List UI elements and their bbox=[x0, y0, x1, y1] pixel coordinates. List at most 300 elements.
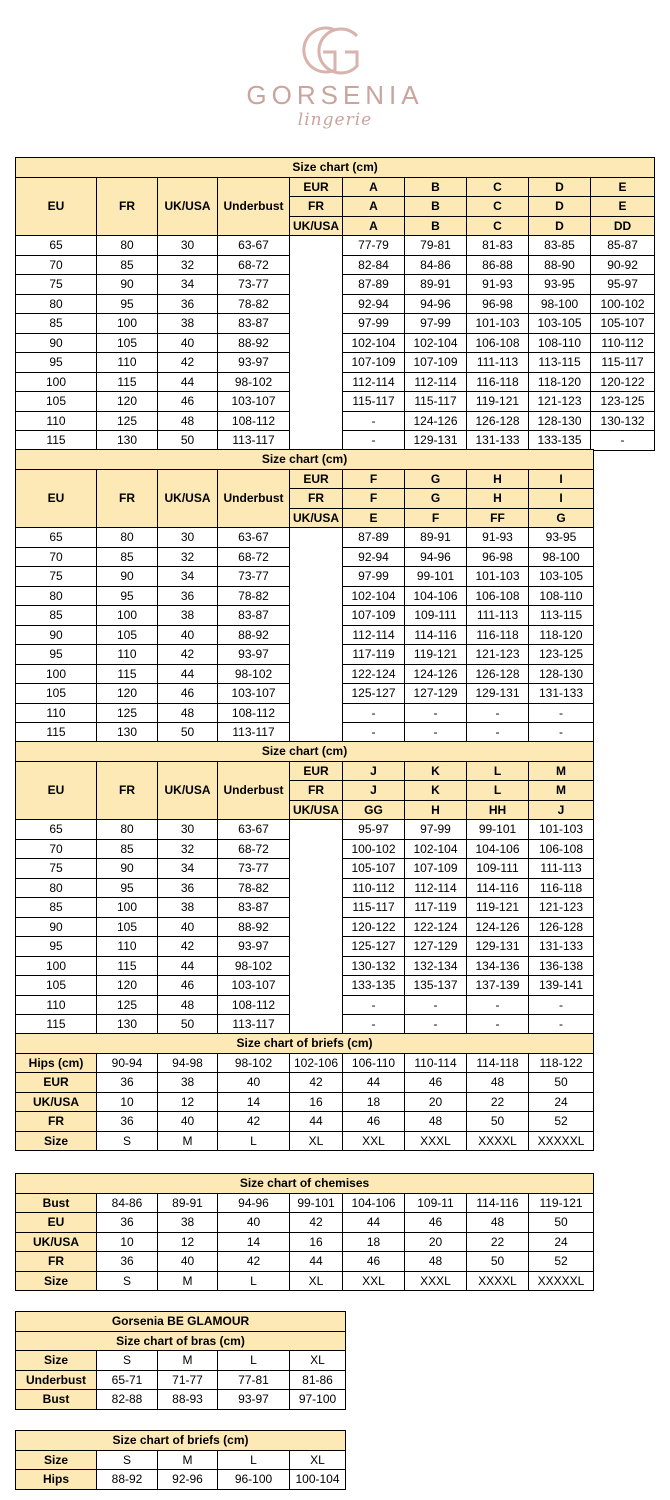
table-row bbox=[16, 1370, 346, 1390]
size-cell: 73-77 bbox=[218, 275, 290, 295]
size-cell: 44 bbox=[158, 664, 218, 684]
cup-system-label: UK/USA bbox=[290, 216, 343, 236]
bust-cell: 102-104 bbox=[405, 333, 467, 353]
table-cell: 98-102 bbox=[218, 1053, 290, 1073]
size-cell: 90 bbox=[16, 333, 97, 353]
cup-header: B bbox=[405, 197, 467, 217]
cup-header: M bbox=[529, 761, 594, 781]
bust-cell: 112-114 bbox=[405, 372, 467, 392]
column-header: Underbust bbox=[218, 761, 290, 820]
row-header: Bust bbox=[16, 1193, 97, 1213]
row-header: EUR bbox=[16, 1073, 97, 1093]
spacer-cell bbox=[290, 703, 343, 723]
size-cell: 80 bbox=[97, 528, 158, 548]
bust-cell: 117-119 bbox=[405, 898, 467, 918]
size-cell: 100 bbox=[97, 898, 158, 918]
size-cell: 63-67 bbox=[218, 820, 290, 840]
size-cell: 100 bbox=[16, 956, 97, 976]
column-header: UK/USA bbox=[158, 469, 218, 528]
table-row bbox=[16, 1351, 346, 1371]
spacer-cell bbox=[290, 839, 343, 859]
size-cell: 110 bbox=[97, 353, 158, 373]
brand-name: GORSENIA bbox=[246, 80, 424, 110]
column-header: FR bbox=[97, 469, 158, 528]
bust-cell: 119-121 bbox=[405, 645, 467, 665]
table-cell: L bbox=[218, 1271, 290, 1291]
size-cell: 90 bbox=[97, 275, 158, 295]
table-cell: 12 bbox=[158, 1232, 218, 1252]
bust-cell: 111-113 bbox=[467, 606, 529, 626]
size-cell: 113-117 bbox=[218, 431, 290, 451]
table-row bbox=[16, 664, 594, 684]
table-cell: 46 bbox=[343, 1252, 405, 1272]
size-cell: 70 bbox=[16, 255, 97, 275]
cup-system-label: UK/USA bbox=[290, 508, 343, 528]
table-cell: 82-88 bbox=[97, 1390, 158, 1410]
table-cell: 48 bbox=[405, 1112, 467, 1132]
table-row bbox=[16, 878, 594, 898]
table-row bbox=[16, 1252, 594, 1272]
size-cell: 103-107 bbox=[218, 684, 290, 704]
size-cell: 100 bbox=[16, 372, 97, 392]
size-cell: 98-102 bbox=[218, 372, 290, 392]
size-cell: 30 bbox=[158, 528, 218, 548]
bust-cell: 136-138 bbox=[529, 956, 594, 976]
size-cell: 70 bbox=[16, 547, 97, 567]
chart-title: Size chart (cm) bbox=[16, 450, 594, 470]
size-cell: 90 bbox=[16, 917, 97, 937]
title-row bbox=[16, 1312, 346, 1332]
table-cell: M bbox=[158, 1351, 218, 1371]
cup-header-row bbox=[16, 177, 655, 197]
chart-title: Gorsenia BE GLAMOUR bbox=[16, 1312, 346, 1332]
bust-cell: 115-117 bbox=[405, 392, 467, 412]
bust-cell: - bbox=[467, 703, 529, 723]
table-row bbox=[16, 1112, 594, 1132]
table-cell: 96-100 bbox=[218, 1470, 290, 1490]
table-cell: 50 bbox=[529, 1213, 594, 1233]
size-cell: 110 bbox=[97, 937, 158, 957]
bust-cell: 92-94 bbox=[343, 294, 405, 314]
table-cell: 42 bbox=[218, 1252, 290, 1272]
column-header: Underbust bbox=[218, 177, 290, 236]
table-cell: 114-118 bbox=[467, 1053, 529, 1073]
size-cell: 105 bbox=[16, 392, 97, 412]
cup-header: G bbox=[405, 489, 467, 509]
spacer-cell bbox=[290, 976, 343, 996]
table-cell: 40 bbox=[158, 1112, 218, 1132]
bust-cell: 107-109 bbox=[343, 353, 405, 373]
table-row bbox=[16, 839, 594, 859]
table-row bbox=[16, 1053, 594, 1073]
column-header: FR bbox=[97, 761, 158, 820]
bust-cell: - bbox=[529, 995, 594, 1015]
table-row bbox=[16, 1232, 594, 1252]
bust-cell: 121-123 bbox=[529, 392, 591, 412]
bust-cell: 127-129 bbox=[405, 684, 467, 704]
bust-cell: 94-96 bbox=[405, 547, 467, 567]
table-cell: 71-77 bbox=[158, 1370, 218, 1390]
size-cell: 100 bbox=[16, 664, 97, 684]
size-cell: 50 bbox=[158, 723, 218, 743]
spacer-cell bbox=[290, 956, 343, 976]
size-cell: 75 bbox=[16, 275, 97, 295]
briefs-size-chart bbox=[15, 1033, 594, 1151]
table-row bbox=[16, 976, 594, 996]
bust-cell: 133-135 bbox=[343, 976, 405, 996]
bust-cell: - bbox=[467, 723, 529, 743]
table-row bbox=[16, 431, 655, 451]
spacer-cell bbox=[290, 995, 343, 1015]
bust-cell: 90-92 bbox=[591, 255, 655, 275]
row-header: FR bbox=[16, 1112, 97, 1132]
cup-header: F bbox=[343, 469, 405, 489]
cup-header: H bbox=[467, 489, 529, 509]
bust-cell: 133-135 bbox=[529, 431, 591, 451]
table-cell: 44 bbox=[290, 1252, 343, 1272]
size-cell: 85 bbox=[16, 606, 97, 626]
table-cell: XL bbox=[290, 1271, 343, 1291]
table-cell: 118-122 bbox=[529, 1053, 594, 1073]
bust-cell: 131-133 bbox=[529, 937, 594, 957]
cup-header: C bbox=[467, 197, 529, 217]
table-cell: 40 bbox=[218, 1213, 290, 1233]
column-header: Underbust bbox=[218, 469, 290, 528]
table-cell: 22 bbox=[467, 1232, 529, 1252]
chart-title: Size chart (cm) bbox=[16, 158, 655, 178]
table-cell: XL bbox=[290, 1351, 346, 1371]
size-cell: 95 bbox=[97, 586, 158, 606]
bust-cell: 87-89 bbox=[343, 528, 405, 548]
row-header: FR bbox=[16, 1252, 97, 1272]
size-cell: 78-82 bbox=[218, 878, 290, 898]
size-cell: 44 bbox=[158, 956, 218, 976]
size-cell: 130 bbox=[97, 723, 158, 743]
bust-cell: 101-103 bbox=[467, 314, 529, 334]
spacer-cell bbox=[290, 917, 343, 937]
size-cell: 30 bbox=[158, 236, 218, 256]
bust-cell: 112-114 bbox=[343, 372, 405, 392]
bust-cell: 106-108 bbox=[467, 586, 529, 606]
size-cell: 40 bbox=[158, 625, 218, 645]
bust-cell: 114-116 bbox=[405, 625, 467, 645]
bust-cell: 102-104 bbox=[343, 586, 405, 606]
cup-header: I bbox=[529, 489, 594, 509]
table-cell: 18 bbox=[343, 1232, 405, 1252]
column-header: EU bbox=[16, 761, 97, 820]
size-cell: 115 bbox=[97, 372, 158, 392]
table-cell: 48 bbox=[467, 1073, 529, 1093]
table-cell: 46 bbox=[405, 1073, 467, 1093]
bust-cell: 130-132 bbox=[591, 411, 655, 431]
size-cell: 88-92 bbox=[218, 333, 290, 353]
bust-cell: 126-128 bbox=[467, 411, 529, 431]
size-cell: 103-107 bbox=[218, 392, 290, 412]
table-cell: 40 bbox=[218, 1073, 290, 1093]
title-row bbox=[16, 1174, 594, 1194]
table-row bbox=[16, 684, 594, 704]
table-cell: S bbox=[97, 1131, 158, 1151]
bust-cell: 134-136 bbox=[467, 956, 529, 976]
size-cell: 36 bbox=[158, 586, 218, 606]
bust-cell: 129-131 bbox=[405, 431, 467, 451]
column-header: EU bbox=[16, 469, 97, 528]
size-cell: 100 bbox=[97, 606, 158, 626]
size-cell: 95 bbox=[97, 878, 158, 898]
bust-cell: 100-102 bbox=[591, 294, 655, 314]
size-cell: 46 bbox=[158, 976, 218, 996]
bust-cell: 79-81 bbox=[405, 236, 467, 256]
table-cell: 52 bbox=[529, 1112, 594, 1132]
size-cell: 93-97 bbox=[218, 937, 290, 957]
size-cell: 115 bbox=[16, 431, 97, 451]
bust-cell: 115-117 bbox=[343, 392, 405, 412]
cup-header: G bbox=[529, 508, 594, 528]
table-row bbox=[16, 294, 655, 314]
table-row bbox=[16, 1092, 594, 1112]
row-header: Hips (cm) bbox=[16, 1053, 97, 1073]
bust-cell: 116-118 bbox=[467, 372, 529, 392]
cup-header: E bbox=[343, 508, 405, 528]
cup-header: J bbox=[343, 781, 405, 801]
table-cell: 10 bbox=[97, 1232, 158, 1252]
spacer-cell bbox=[290, 937, 343, 957]
table-cell: 89-91 bbox=[158, 1193, 218, 1213]
table-cell: 12 bbox=[158, 1092, 218, 1112]
table-cell: 92-96 bbox=[158, 1470, 218, 1490]
size-cell: 113-117 bbox=[218, 1015, 290, 1035]
cup-system-label: EUR bbox=[290, 469, 343, 489]
spacer-cell bbox=[290, 314, 343, 334]
bust-cell: - bbox=[343, 723, 405, 743]
table-cell: 102-106 bbox=[290, 1053, 343, 1073]
bust-cell: 84-86 bbox=[405, 255, 467, 275]
cup-header: B bbox=[405, 177, 467, 197]
size-cell: 85 bbox=[16, 314, 97, 334]
table-cell: 42 bbox=[218, 1112, 290, 1132]
bust-cell: 119-121 bbox=[467, 392, 529, 412]
spacer-cell bbox=[290, 859, 343, 879]
table-cell: 114-116 bbox=[467, 1193, 529, 1213]
size-cell: 42 bbox=[158, 353, 218, 373]
column-header: FR bbox=[97, 177, 158, 236]
bust-cell: - bbox=[529, 1015, 594, 1035]
table-cell: 24 bbox=[529, 1232, 594, 1252]
size-cell: 32 bbox=[158, 839, 218, 859]
cup-header: D bbox=[529, 216, 591, 236]
table-row bbox=[16, 255, 655, 275]
table-cell: 24 bbox=[529, 1092, 594, 1112]
table-cell: 14 bbox=[218, 1232, 290, 1252]
row-header: Size bbox=[16, 1351, 97, 1371]
bust-cell: - bbox=[529, 703, 594, 723]
spacer-cell bbox=[290, 353, 343, 373]
bust-cell: 105-107 bbox=[343, 859, 405, 879]
table-cell: 20 bbox=[405, 1092, 467, 1112]
size-cell: 85 bbox=[97, 547, 158, 567]
table-cell: S bbox=[97, 1351, 158, 1371]
size-cell: 32 bbox=[158, 255, 218, 275]
bust-cell: - bbox=[343, 995, 405, 1015]
size-cell: 125 bbox=[97, 411, 158, 431]
title-row bbox=[16, 742, 594, 762]
cup-system-label: EUR bbox=[290, 761, 343, 781]
row-header: Hips bbox=[16, 1470, 97, 1490]
size-cell: 80 bbox=[97, 236, 158, 256]
table-cell: XXXXXL bbox=[529, 1271, 594, 1291]
spacer-cell bbox=[290, 236, 343, 256]
table-cell: 16 bbox=[290, 1092, 343, 1112]
row-header: Size bbox=[16, 1450, 97, 1470]
bust-cell: - bbox=[405, 723, 467, 743]
bust-cell: - bbox=[405, 703, 467, 723]
bust-cell: 82-84 bbox=[343, 255, 405, 275]
cup-header: C bbox=[467, 177, 529, 197]
bust-cell: 89-91 bbox=[405, 275, 467, 295]
table-cell: XXXL bbox=[405, 1131, 467, 1151]
bust-cell: 101-103 bbox=[467, 567, 529, 587]
cup-header: K bbox=[405, 781, 467, 801]
bust-cell: 93-95 bbox=[529, 528, 594, 548]
size-cell: 75 bbox=[16, 567, 97, 587]
spacer-cell bbox=[290, 547, 343, 567]
size-cell: 48 bbox=[158, 995, 218, 1015]
size-cell: 63-67 bbox=[218, 236, 290, 256]
table-cell: 16 bbox=[290, 1232, 343, 1252]
column-header: EU bbox=[16, 177, 97, 236]
bust-cell: 97-99 bbox=[343, 567, 405, 587]
table-row bbox=[16, 392, 655, 412]
size-cell: 95 bbox=[16, 645, 97, 665]
size-cell: 83-87 bbox=[218, 898, 290, 918]
spacer-cell bbox=[290, 411, 343, 431]
size-cell: 90 bbox=[16, 625, 97, 645]
spacer-cell bbox=[290, 392, 343, 412]
size-cell: 110 bbox=[16, 703, 97, 723]
size-cell: 73-77 bbox=[218, 859, 290, 879]
spacer-cell bbox=[290, 820, 343, 840]
chart-title: Size chart of briefs (cm) bbox=[16, 1034, 594, 1054]
bust-cell: 131-133 bbox=[467, 431, 529, 451]
size-cell: 83-87 bbox=[218, 314, 290, 334]
size-cell: 90 bbox=[97, 567, 158, 587]
size-cell: 42 bbox=[158, 645, 218, 665]
cup-header: A bbox=[343, 177, 405, 197]
table-cell: 88-93 bbox=[158, 1390, 218, 1410]
cup-header: FF bbox=[467, 508, 529, 528]
spacer-cell bbox=[290, 645, 343, 665]
bust-cell: 109-111 bbox=[405, 606, 467, 626]
spacer-cell bbox=[290, 294, 343, 314]
row-header: Size bbox=[16, 1131, 97, 1151]
bust-cell: 93-95 bbox=[529, 275, 591, 295]
size-cell: 36 bbox=[158, 294, 218, 314]
cup-header: DD bbox=[591, 216, 655, 236]
table-row bbox=[16, 820, 594, 840]
size-cell: 50 bbox=[158, 431, 218, 451]
cup-header: H bbox=[467, 469, 529, 489]
bust-cell: 130-132 bbox=[343, 956, 405, 976]
size-cell: 65 bbox=[16, 528, 97, 548]
spacer-cell bbox=[290, 255, 343, 275]
size-cell: 95 bbox=[16, 937, 97, 957]
cup-header: D bbox=[529, 177, 591, 197]
table-cell: S bbox=[97, 1450, 158, 1470]
bust-cell: 129-131 bbox=[467, 684, 529, 704]
cup-header: K bbox=[405, 761, 467, 781]
table-cell: M bbox=[158, 1450, 218, 1470]
size-cell: 98-102 bbox=[218, 956, 290, 976]
bust-cell: - bbox=[405, 1015, 467, 1035]
cup-header: C bbox=[467, 216, 529, 236]
table-row bbox=[16, 353, 655, 373]
bust-cell: 106-108 bbox=[467, 333, 529, 353]
size-cell: 85 bbox=[97, 255, 158, 275]
bust-cell: - bbox=[467, 1015, 529, 1035]
table-row bbox=[16, 723, 594, 743]
table-cell: 48 bbox=[467, 1213, 529, 1233]
table-row bbox=[16, 859, 594, 879]
table-cell: 50 bbox=[467, 1252, 529, 1272]
table-cell: 90-94 bbox=[97, 1053, 158, 1073]
size-cell: 95 bbox=[16, 353, 97, 373]
table-cell: 81-86 bbox=[290, 1370, 346, 1390]
table-cell: 93-97 bbox=[218, 1390, 290, 1410]
bust-cell: 131-133 bbox=[529, 684, 594, 704]
table-cell: 99-101 bbox=[290, 1193, 343, 1213]
bust-cell: 137-139 bbox=[467, 976, 529, 996]
row-header: EU bbox=[16, 1213, 97, 1233]
bust-cell: 106-108 bbox=[529, 839, 594, 859]
size-cell: 100 bbox=[97, 314, 158, 334]
chart-title: Size chart of chemises bbox=[16, 1174, 594, 1194]
bust-cell: - bbox=[343, 411, 405, 431]
bust-cell: 115-117 bbox=[343, 898, 405, 918]
cup-system-label: FR bbox=[290, 489, 343, 509]
cup-system-label: FR bbox=[290, 781, 343, 801]
title-row bbox=[16, 1431, 346, 1451]
cup-system-label: UK/USA bbox=[290, 800, 343, 820]
bust-cell: - bbox=[405, 995, 467, 1015]
size-cell: 105 bbox=[97, 917, 158, 937]
size-cell: 48 bbox=[158, 703, 218, 723]
size-cell: 105 bbox=[16, 976, 97, 996]
column-header: UK/USA bbox=[158, 761, 218, 820]
size-cell: 125 bbox=[97, 995, 158, 1015]
bust-cell: 116-118 bbox=[529, 878, 594, 898]
bust-cell: 135-137 bbox=[405, 976, 467, 996]
size-cell: 50 bbox=[158, 1015, 218, 1035]
cup-header: J bbox=[529, 800, 594, 820]
bust-cell: 92-94 bbox=[343, 547, 405, 567]
bust-cell: 107-109 bbox=[343, 606, 405, 626]
cup-header: I bbox=[529, 469, 594, 489]
bust-cell: 86-88 bbox=[467, 255, 529, 275]
size-cell: 115 bbox=[97, 664, 158, 684]
size-cell: 105 bbox=[97, 625, 158, 645]
title-row bbox=[16, 158, 655, 178]
table-cell: 88-92 bbox=[97, 1470, 158, 1490]
table-cell: L bbox=[218, 1450, 290, 1470]
table-cell: L bbox=[218, 1131, 290, 1151]
table-cell: XL bbox=[290, 1450, 346, 1470]
bust-cell: 103-105 bbox=[529, 314, 591, 334]
bust-cell: 104-106 bbox=[405, 586, 467, 606]
bust-cell: 119-121 bbox=[467, 898, 529, 918]
table-cell: 110-114 bbox=[405, 1053, 467, 1073]
size-cell: 130 bbox=[97, 431, 158, 451]
table-cell: 109-11 bbox=[405, 1193, 467, 1213]
